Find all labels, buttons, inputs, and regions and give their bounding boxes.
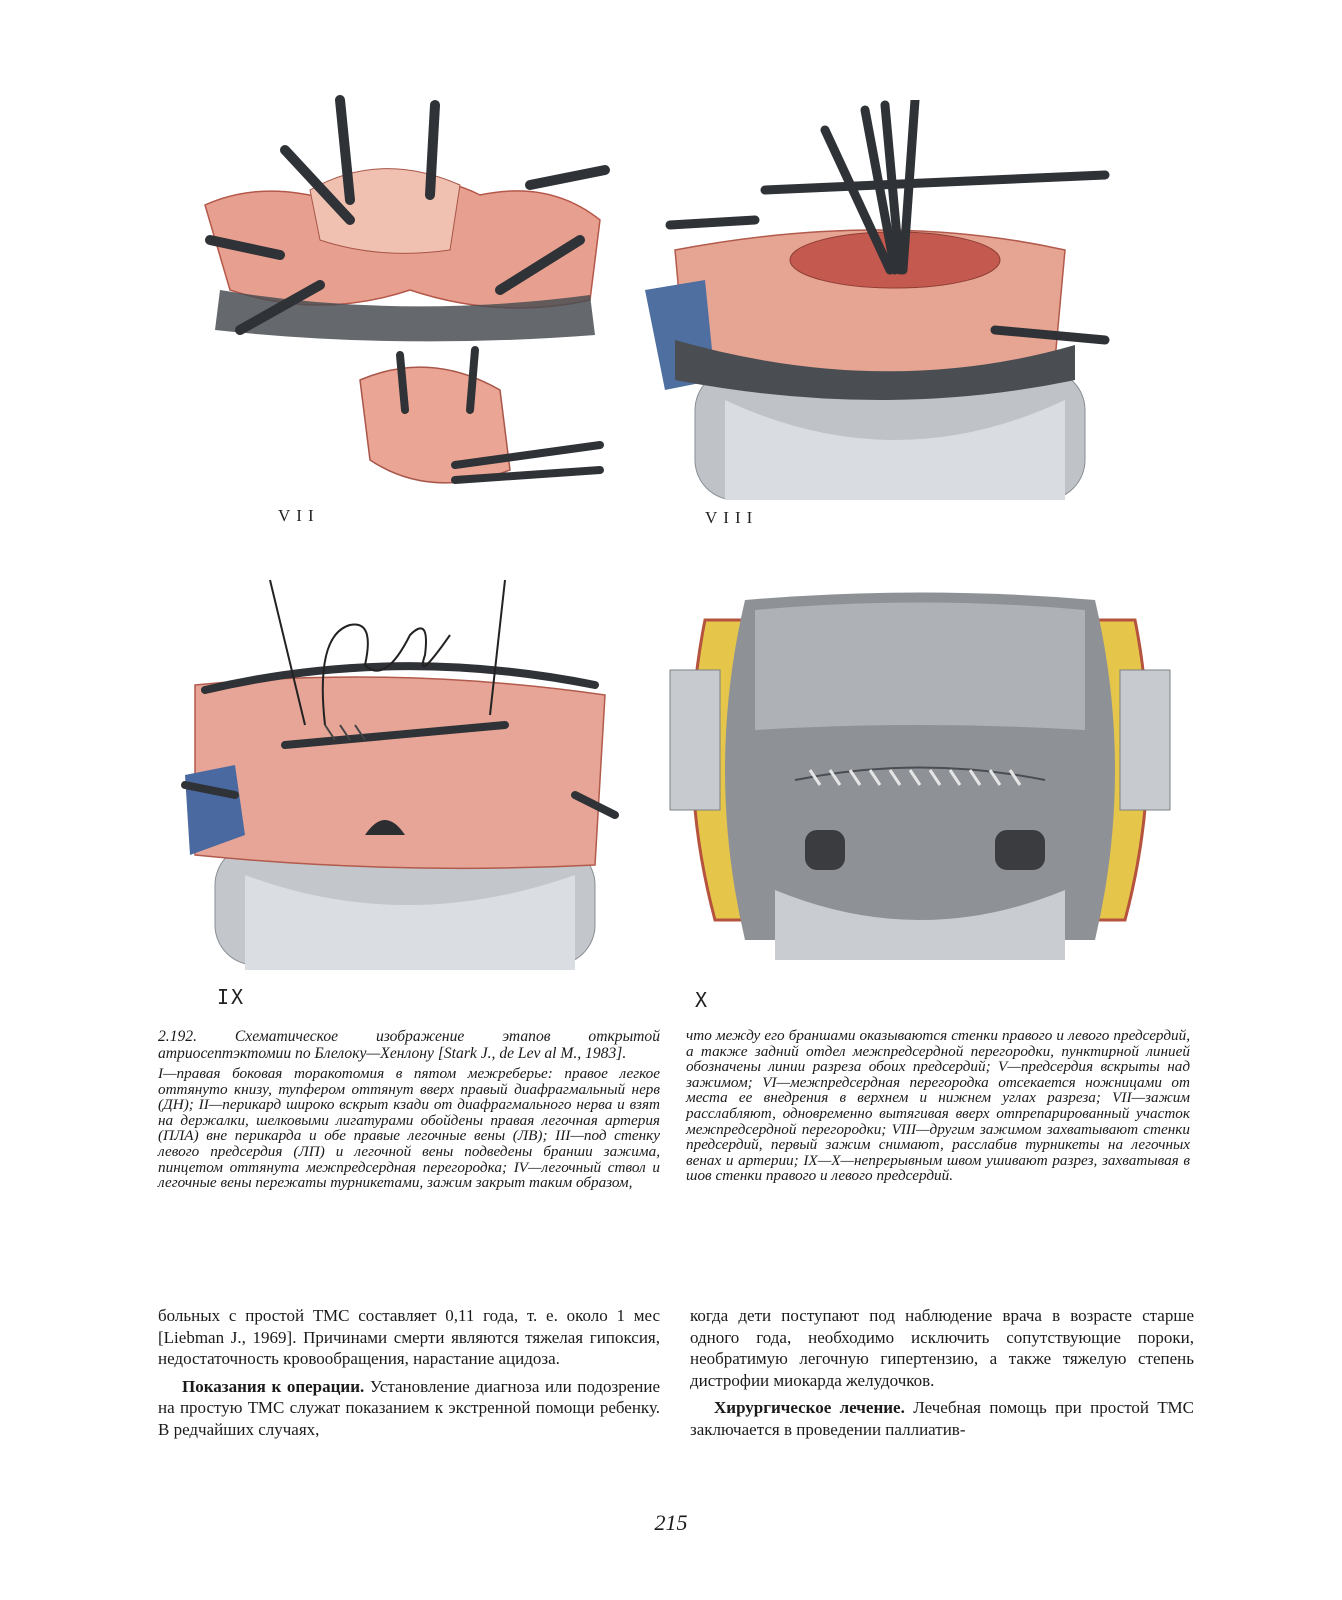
figure-x bbox=[665, 590, 1175, 1020]
body-right-paragraph-1: когда дети поступают под наблюдение врача в возрасте старше одного года, необходимо исключить сопутствующие пороки, необратимую легочную гипертензию, а также тяжелую степень дистрофии миокарда желудочков. bbox=[690, 1306, 1194, 1390]
figure-x-label: X bbox=[695, 988, 710, 1012]
atrial-septectomy-stage-10-illustration bbox=[665, 590, 1175, 970]
body-left-paragraph-2-text: Установление диагноза или подозрение на простую ТМС служат показанием к экстренной помощи ребенку. В редчайших случаях, bbox=[158, 1376, 660, 1439]
atrial-septectomy-stage-8-illustration bbox=[645, 100, 1115, 500]
page-number: 215 bbox=[654, 1510, 688, 1535]
atrial-septectomy-stage-9-illustration bbox=[175, 575, 625, 975]
figure-vii bbox=[200, 90, 620, 525]
body-left-paragraph-2 bbox=[158, 1376, 660, 1441]
figure-ix bbox=[175, 575, 625, 1015]
body-right-paragraph-2 bbox=[690, 1397, 1194, 1440]
caption-title: 2.192. Схематическое изображение этапов открытой атриосептэктомии по Блелоку—Хенлону [Stark J., de Lev al M., 1983]. bbox=[158, 1028, 660, 1062]
body-left-column bbox=[158, 1305, 660, 1441]
body-left-paragraph-1: больных с простой ТМС составляет 0,11 года, т. е. около 1 мес [Liebman J., 1969]. Причинами смерти являются тяжелая гипоксия, недостаточность кровообращения, нарастание ацидоза. bbox=[158, 1306, 660, 1369]
figure-viii-label: VIII bbox=[705, 508, 759, 527]
figure-viii bbox=[645, 100, 1115, 527]
body-right-column bbox=[690, 1305, 1194, 1441]
section-heading-indications: Показания к операции. bbox=[182, 1376, 365, 1396]
caption-text-left: I—правая боковая торакотомия в пятом межреберье: правое легкое оттянуто книзу, тупфером оттянут вверх правый диафрагмальный нерв (ДН); II—перикард широко вскрыт кзади от диафрагмального нерва и взят на держалки, шелковыми лигатурами обойдены правая легочная артерия (ПЛА) вне перикарда и обе правые легочные вены (ЛВ); III—под стенку левого предсердия (ЛП) и легочной вены подведены бранши зажима, пинцетом оттянута межпредсердная перегородка; IV—легочный ствол и легочные вены пережаты турникетами, зажим закрыт таким образом, bbox=[158, 1065, 660, 1192]
caption-right-column bbox=[686, 1028, 1190, 1184]
caption-text-right: что между его браншами оказываются стенки правого и левого предсердий, а также задний отдел межпредсердной перегородки, пунктирной линией обозначены линии разреза обоих предсердий; V—предсердия вскрыты над зажимом; VI—межпредсердная перегородка отсекается ножницами от места ее внедрения в верхнем и нижнем углах разреза; VII—зажим расслабляют, одновременно вытягивая вверх отпрепарированный участок межпредсердной перегородки; VIII—другим зажимом захватывают стенки предсердий, первый зажим снимают, расслабив турникеты на легочных венах и артерии; IX—X—непрерывным швом ушивают разрез, захватывая в шов стенки правого и левого предсердий. bbox=[686, 1027, 1190, 1185]
caption-left-column bbox=[158, 1028, 660, 1191]
figure-ix-label: IX bbox=[217, 985, 246, 1009]
body-right-paragraph-2-text: Лечебная помощь при простой ТМС заключается в проведении паллиатив- bbox=[690, 1398, 1194, 1439]
atrial-septectomy-stage-7-illustration bbox=[200, 90, 620, 510]
section-heading-surgical-treatment: Хирургическое лечение. bbox=[714, 1398, 905, 1418]
figure-vii-label: VII bbox=[278, 506, 320, 525]
